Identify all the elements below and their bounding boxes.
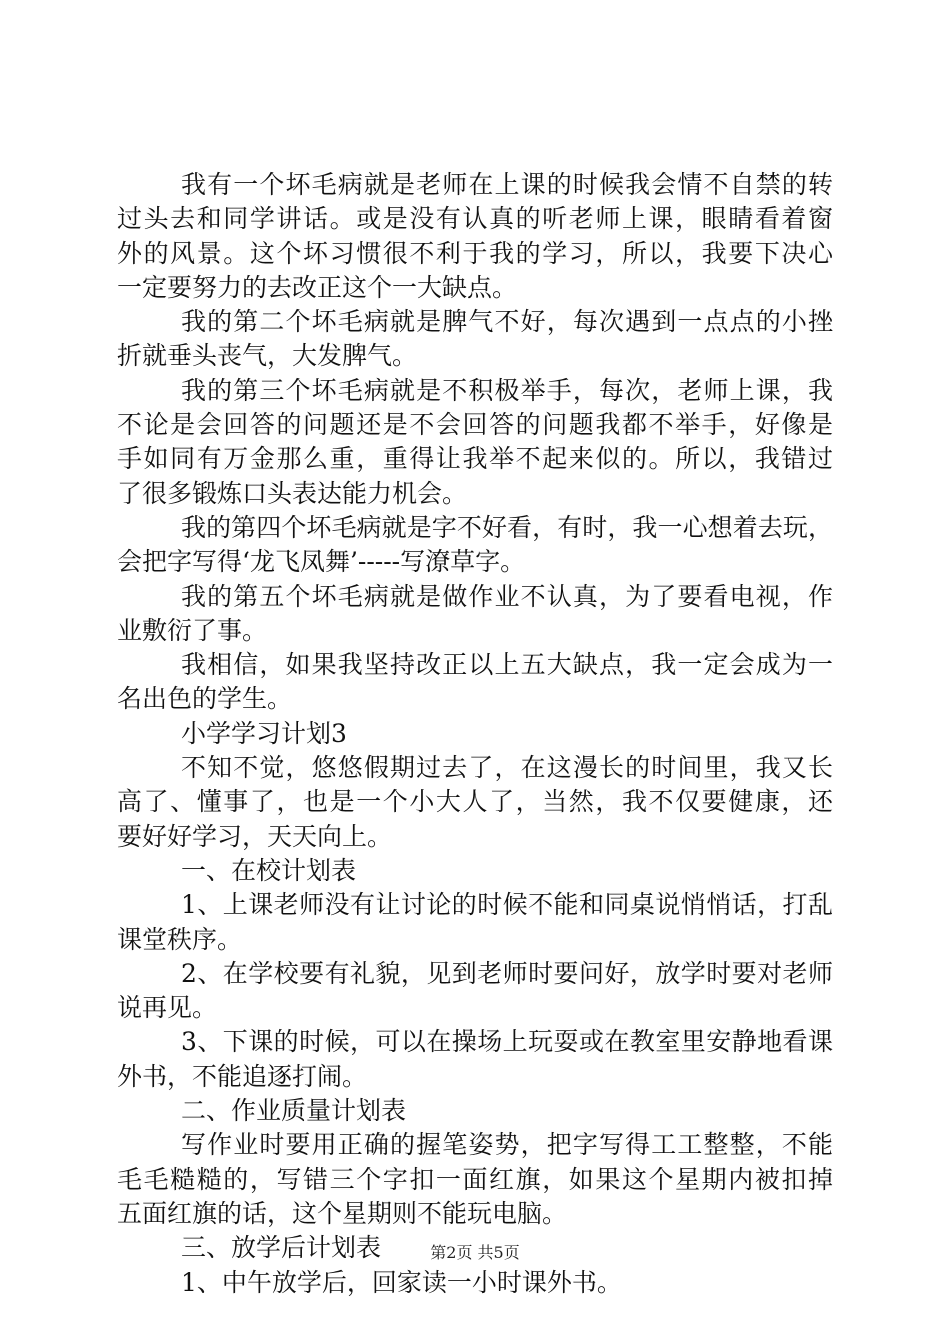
text-line: 写作业时要用正确的握笔姿势，把字写得工工整整，不能 [181, 1130, 833, 1160]
text-line: 1、上课老师没有让讨论的时候不能和同桌说悄悄话，打乱 [181, 890, 833, 920]
text-line: 折就垂头丧气，大发脾气。 [117, 341, 418, 371]
text-line: 三、放学后计划表 [181, 1233, 382, 1263]
text-line: 我有一个坏毛病就是老师在上课的时候我会情不自禁的转 [181, 170, 833, 199]
text-line: 我的第三个坏毛病就是不积极举手，每次，老师上课，我 [181, 375, 833, 405]
text-line: 会把字写得‘龙飞凤舞’-----写潦草字。 [117, 547, 526, 577]
text-line: 业敷衍了事。 [117, 615, 268, 645]
text-line: 一定要努力的去改正这个一大缺点。 [117, 272, 518, 302]
text-line: 过头去和同学讲话。或是没有认真的听老师上课，眼睛看着窗 [117, 204, 833, 234]
text-line: 了很多锻炼口头表达能力机会。 [117, 478, 468, 508]
text-line: 要好好学习，天天向上。 [117, 821, 393, 851]
text-line: 五面红旗的话，这个星期则不能玩电脑。 [117, 1198, 568, 1228]
text-line: 毛毛糙糙的，写错三个字扣一面红旗，如果这个星期内被扣掉 [117, 1164, 833, 1194]
text-line: 名出色的学生。 [117, 684, 293, 714]
text-line: 2、在学校要有礼貌，见到老师时要问好，放学时要对老师 [181, 958, 833, 988]
text-line: 说再见。 [117, 993, 218, 1023]
text-line: 手如同有万金那么重，重得让我举不起来似的。所以，我错过 [117, 444, 833, 474]
text-line: 我的第四个坏毛病就是字不好看，有时，我一心想着去玩， [181, 512, 833, 542]
text-line: 不论是会回答的问题还是不会回答的问题我都不举手，好像是 [117, 410, 833, 440]
text-line: 高了、懂事了，也是一个小大人了，当然，我不仅要健康，还 [117, 787, 833, 817]
text-line: 我的第二个坏毛病就是脾气不好，每次遇到一点点的小挫 [181, 307, 833, 337]
text-line: 二、作业质量计划表 [181, 1096, 407, 1126]
text-line: 我的第五个坏毛病就是做作业不认真，为了要看电视，作 [181, 581, 833, 611]
text-line: 小学学习计划3 [181, 718, 347, 748]
document-body [117, 168, 833, 1300]
text-line: 1、中午放学后，回家读一小时课外书。 [181, 1267, 622, 1297]
text-line: 我相信，如果我坚持改正以上五大缺点，我一定会成为一 [181, 650, 833, 680]
text-line: 一、在校计划表 [181, 855, 357, 885]
page-footer: 第2页 共5页 [430, 1243, 520, 1262]
text-line: 外书，不能追逐打闹。 [117, 1061, 368, 1091]
text-line: 3、下课的时候，可以在操场上玩耍或在教室里安静地看课 [181, 1027, 833, 1057]
text-line: 外的风景。这个坏习惯很不利于我的学习，所以，我要下决心 [117, 238, 833, 268]
text-line: 不知不觉，悠悠假期过去了，在这漫长的时间里，我又长 [181, 753, 833, 783]
text-line: 课堂秩序。 [117, 924, 243, 954]
